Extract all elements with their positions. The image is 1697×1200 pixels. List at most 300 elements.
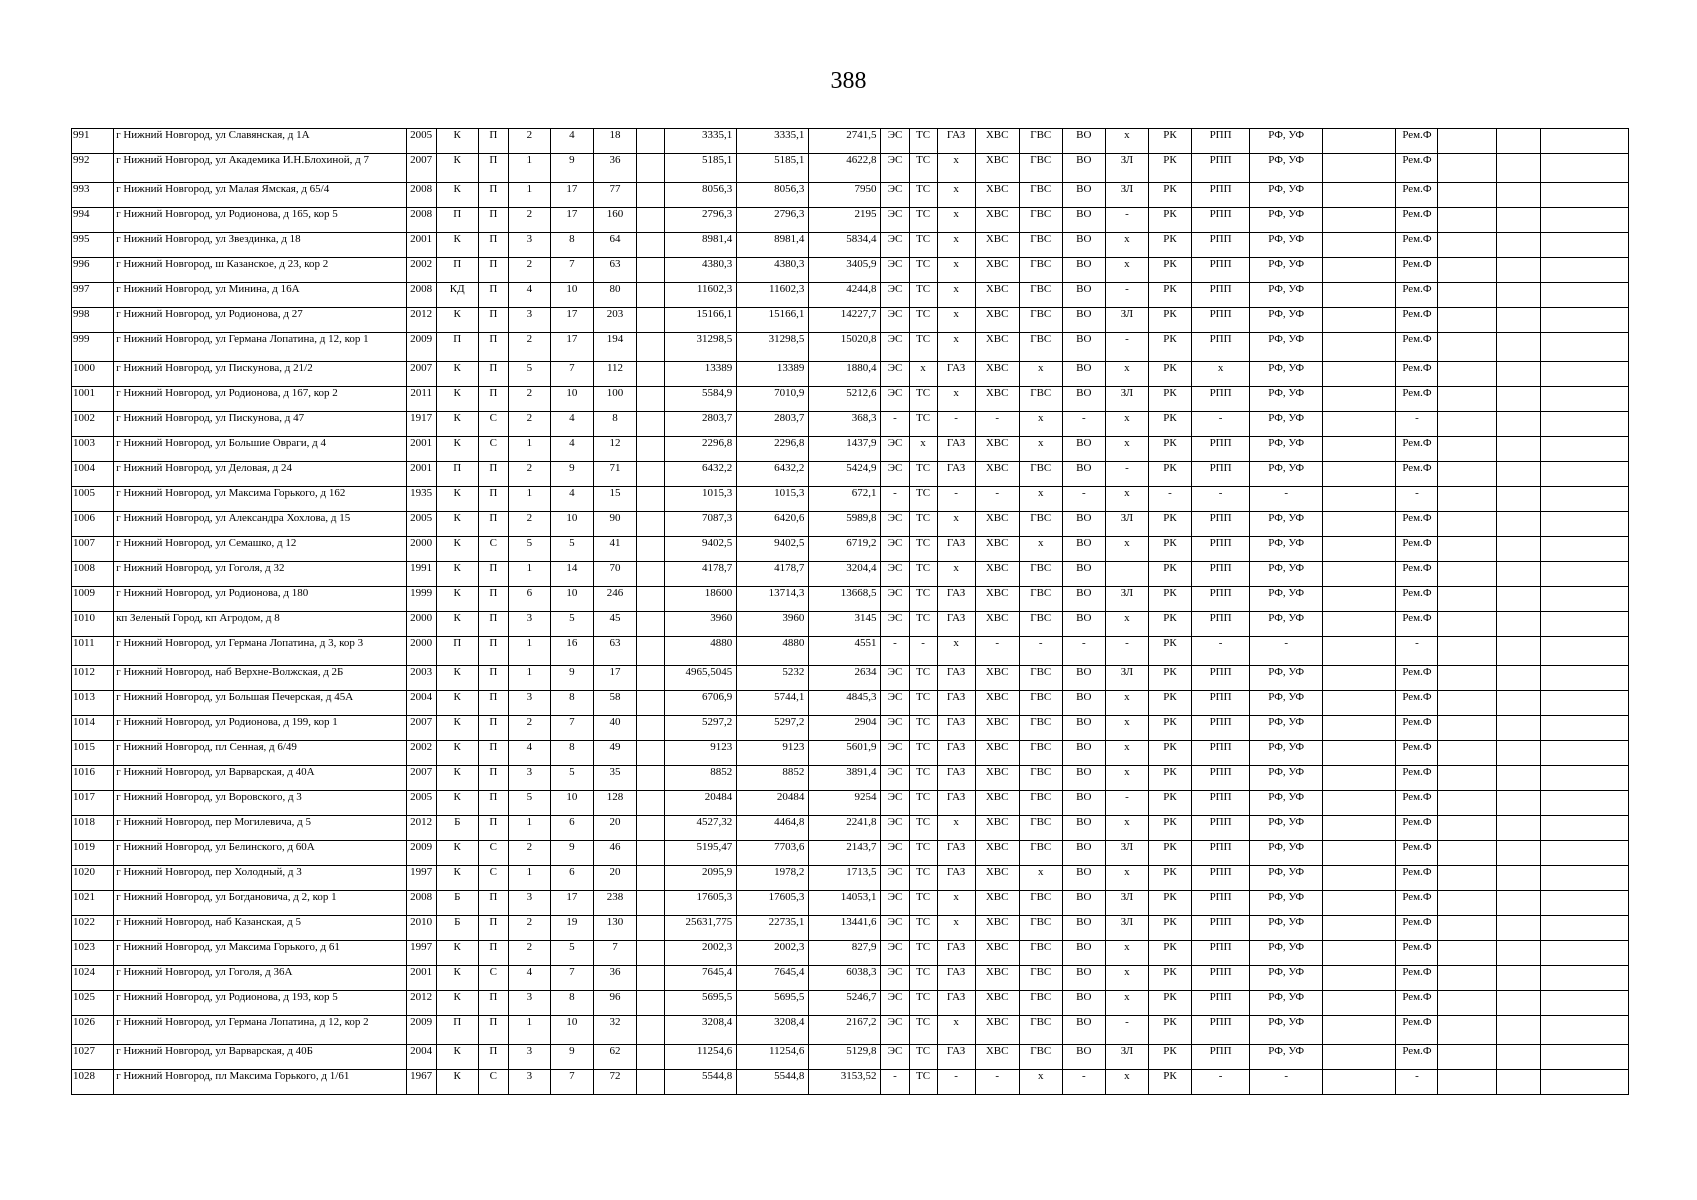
table-cell: 7 (550, 966, 593, 991)
address-cell: г Нижний Новгород, ул Гоголя, д 36А (114, 966, 407, 991)
table-cell: РК (1148, 258, 1191, 283)
table-cell: ЗЛ (1105, 308, 1148, 333)
table-cell: - (1396, 487, 1438, 512)
table-cell: 1437,9 (809, 437, 881, 462)
table-cell (637, 612, 665, 637)
table-cell: РК (1148, 283, 1191, 308)
table-cell: РПП (1192, 258, 1250, 283)
table-cell (1438, 1070, 1496, 1095)
table-cell: ТС (909, 462, 937, 487)
table-cell: РК (1148, 437, 1191, 462)
table-cell: 4 (550, 487, 593, 512)
table-cell: ХВС (975, 233, 1019, 258)
table-cell: ЗЛ (1105, 916, 1148, 941)
table-cell: К (436, 412, 478, 437)
table-row (72, 487, 1629, 512)
table-cell (637, 129, 665, 154)
table-row (72, 154, 1629, 183)
table-cell (1496, 612, 1540, 637)
table-cell (1496, 866, 1540, 891)
table-cell: 2195 (809, 208, 881, 233)
table-cell: ГАЗ (937, 462, 975, 487)
table-cell: 2 (508, 716, 550, 741)
row-number-cell: 997 (72, 283, 114, 308)
table-cell: 9254 (809, 791, 881, 816)
table-cell (637, 816, 665, 841)
table-cell: ЭС (881, 333, 909, 362)
table-cell (637, 462, 665, 487)
table-cell: 2008 (406, 208, 436, 233)
table-cell: - (1192, 412, 1250, 437)
table-cell: РК (1148, 866, 1191, 891)
table-cell: 4244,8 (809, 283, 881, 308)
table-cell: 3 (508, 233, 550, 258)
table-cell: ВО (1062, 537, 1105, 562)
address-cell: г Нижний Новгород, ул Семашко, д 12 (114, 537, 407, 562)
table-cell: 1935 (406, 487, 436, 512)
table-cell (1323, 308, 1396, 333)
table-cell: 15 (593, 487, 636, 512)
table-cell: 1713,5 (809, 866, 881, 891)
table-cell: ГАЗ (937, 537, 975, 562)
table-cell: 4 (508, 283, 550, 308)
table-cell: 9 (550, 1045, 593, 1070)
table-cell: РПП (1192, 791, 1250, 816)
table-cell: 1 (508, 562, 550, 587)
table-cell: 2002,3 (737, 941, 809, 966)
table-cell: РПП (1192, 716, 1250, 741)
table-cell (1496, 512, 1540, 537)
table-cell (637, 1045, 665, 1070)
table-cell: 4 (550, 129, 593, 154)
table-cell: х (937, 333, 975, 362)
table-cell: 2009 (406, 1016, 436, 1045)
table-cell: х (937, 183, 975, 208)
table-cell: РФ, УФ (1250, 766, 1323, 791)
table-row (72, 766, 1629, 791)
table-cell: К (436, 691, 478, 716)
table-cell: х (1105, 991, 1148, 1016)
table-cell: 1 (508, 154, 550, 183)
table-cell: ХВС (975, 741, 1019, 766)
row-number-cell: 1001 (72, 387, 114, 412)
table-cell: ВО (1062, 308, 1105, 333)
table-cell (1496, 333, 1540, 362)
table-cell: РФ, УФ (1250, 1016, 1323, 1045)
table-cell: П (436, 462, 478, 487)
table-cell: х (937, 283, 975, 308)
table-cell (1540, 283, 1628, 308)
table-cell (1323, 233, 1396, 258)
table-cell: П (478, 637, 508, 666)
table-cell (1540, 766, 1628, 791)
table-cell (1540, 966, 1628, 991)
table-cell: 63 (593, 637, 636, 666)
row-number-cell: 1008 (72, 562, 114, 587)
table-cell: Рем.Ф (1396, 587, 1438, 612)
table-cell: Рем.Ф (1396, 916, 1438, 941)
table-cell: ГВС (1019, 966, 1062, 991)
table-cell (1540, 1016, 1628, 1045)
row-number-cell: 1014 (72, 716, 114, 741)
table-cell: Рем.Ф (1396, 791, 1438, 816)
table-cell (1438, 791, 1496, 816)
table-cell: РПП (1192, 691, 1250, 716)
table-cell (1323, 258, 1396, 283)
table-cell: РФ, УФ (1250, 966, 1323, 991)
table-row (72, 741, 1629, 766)
table-cell: ВО (1062, 208, 1105, 233)
table-cell: ГВС (1019, 587, 1062, 612)
table-cell: ГВС (1019, 387, 1062, 412)
address-cell: г Нижний Новгород, ул Гоголя, д 32 (114, 562, 407, 587)
table-cell: - (1105, 637, 1148, 666)
table-cell: 2 (508, 412, 550, 437)
table-cell: Рем.Ф (1396, 891, 1438, 916)
table-cell: ТС (909, 308, 937, 333)
address-cell: г Нижний Новгород, наб Верхне-Волжская, д 2Б (114, 666, 407, 691)
table-cell (1438, 816, 1496, 841)
table-cell: ЗЛ (1105, 666, 1148, 691)
table-cell: 2001 (406, 233, 436, 258)
table-cell: РПП (1192, 841, 1250, 866)
address-cell: г Нижний Новгород, ул Богдановича, д 2, кор 1 (114, 891, 407, 916)
table-cell: 3 (508, 891, 550, 916)
table-cell: РК (1148, 966, 1191, 991)
table-cell (637, 233, 665, 258)
table-cell: 5744,1 (737, 691, 809, 716)
table-cell: ЭС (881, 258, 909, 283)
table-cell: 14227,7 (809, 308, 881, 333)
table-cell (1496, 741, 1540, 766)
table-cell: РПП (1192, 562, 1250, 587)
table-cell (637, 1070, 665, 1095)
table-cell: Рем.Ф (1396, 233, 1438, 258)
table-cell: 2 (508, 916, 550, 941)
table-cell: 3208,4 (737, 1016, 809, 1045)
table-cell (637, 1016, 665, 1045)
table-cell: х (1105, 437, 1148, 462)
table-cell: 2007 (406, 154, 436, 183)
table-cell: 11602,3 (665, 283, 737, 308)
table-cell (1496, 537, 1540, 562)
table-cell (637, 412, 665, 437)
table-cell: 9402,5 (737, 537, 809, 562)
table-cell: П (478, 666, 508, 691)
table-cell: 46 (593, 841, 636, 866)
table-cell (1496, 766, 1540, 791)
table-cell: 3 (508, 308, 550, 333)
table-cell: 10 (550, 791, 593, 816)
table-cell (1540, 716, 1628, 741)
table-cell: 2634 (809, 666, 881, 691)
table-cell (1323, 716, 1396, 741)
table-cell: Рем.Ф (1396, 866, 1438, 891)
table-cell: Рем.Ф (1396, 666, 1438, 691)
table-cell: ГАЗ (937, 766, 975, 791)
table-row (72, 941, 1629, 966)
table-cell: Рем.Ф (1396, 208, 1438, 233)
table-cell: 246 (593, 587, 636, 612)
table-cell: 2 (508, 941, 550, 966)
table-cell: ГВС (1019, 816, 1062, 841)
table-cell: ЗЛ (1105, 841, 1148, 866)
table-cell: РК (1148, 208, 1191, 233)
table-cell: Рем.Ф (1396, 437, 1438, 462)
table-cell: ГВС (1019, 612, 1062, 637)
table-cell (1496, 208, 1540, 233)
table-cell: П (478, 916, 508, 941)
table-cell: 3891,4 (809, 766, 881, 791)
table-cell: П (478, 1045, 508, 1070)
table-cell (1496, 437, 1540, 462)
table-cell: ГАЗ (937, 966, 975, 991)
table-cell: х (937, 562, 975, 587)
table-cell: ХВС (975, 966, 1019, 991)
row-number-cell: 1025 (72, 991, 114, 1016)
table-cell (1438, 1016, 1496, 1045)
table-row (72, 387, 1629, 412)
table-cell: ВО (1062, 258, 1105, 283)
table-cell: 2167,2 (809, 1016, 881, 1045)
table-cell: - (881, 637, 909, 666)
row-number-cell: 1000 (72, 362, 114, 387)
row-number-cell: 991 (72, 129, 114, 154)
table-cell: К (436, 562, 478, 587)
table-row (72, 537, 1629, 562)
table-cell: 4880 (665, 637, 737, 666)
table-cell (1438, 716, 1496, 741)
table-cell: П (478, 512, 508, 537)
table-row (72, 841, 1629, 866)
table-cell (637, 841, 665, 866)
table-cell: РФ, УФ (1250, 387, 1323, 412)
table-cell (1323, 991, 1396, 1016)
table-cell: 5 (550, 612, 593, 637)
table-cell: х (937, 154, 975, 183)
table-cell: 2 (508, 258, 550, 283)
table-cell (1323, 208, 1396, 233)
table-cell: 2008 (406, 183, 436, 208)
table-cell (1323, 183, 1396, 208)
table-cell: 5 (508, 362, 550, 387)
table-cell: К (436, 791, 478, 816)
table-cell: П (478, 891, 508, 916)
table-cell: 58 (593, 691, 636, 716)
table-cell (1496, 1070, 1540, 1095)
table-cell: 1 (508, 816, 550, 841)
table-cell (1438, 129, 1496, 154)
table-cell (1540, 941, 1628, 966)
table-cell (1496, 1016, 1540, 1045)
table-cell: ВО (1062, 991, 1105, 1016)
table-cell: 4380,3 (665, 258, 737, 283)
address-cell: г Нижний Новгород, ул Родионова, д 199, кор 1 (114, 716, 407, 741)
table-cell: 5601,9 (809, 741, 881, 766)
table-cell: П (478, 716, 508, 741)
table-cell: - (1192, 487, 1250, 512)
table-cell: 7 (550, 258, 593, 283)
table-cell: П (478, 462, 508, 487)
table-cell: ГАЗ (937, 941, 975, 966)
table-cell: ХВС (975, 462, 1019, 487)
table-cell: ГАЗ (937, 362, 975, 387)
table-cell: 64 (593, 233, 636, 258)
table-cell: РК (1148, 841, 1191, 866)
table-cell: 1967 (406, 1070, 436, 1095)
table-cell (1438, 487, 1496, 512)
table-cell: К (436, 966, 478, 991)
table-cell: 13714,3 (737, 587, 809, 612)
table-cell: П (436, 333, 478, 362)
table-row (72, 612, 1629, 637)
table-cell: ВО (1062, 666, 1105, 691)
table-cell: П (478, 587, 508, 612)
row-number-cell: 1018 (72, 816, 114, 841)
address-cell: г Нижний Новгород, ул Белинского, д 60А (114, 841, 407, 866)
row-number-cell: 998 (72, 308, 114, 333)
table-cell: К (436, 537, 478, 562)
table-cell (637, 387, 665, 412)
table-cell (637, 891, 665, 916)
table-cell: 2007 (406, 362, 436, 387)
table-cell: Рем.Ф (1396, 991, 1438, 1016)
table-cell: х (937, 637, 975, 666)
table-cell: 2002 (406, 258, 436, 283)
address-cell: кп Зеленый Город, кп Агродом, д 8 (114, 612, 407, 637)
table-cell: 32 (593, 1016, 636, 1045)
table-cell: ТС (909, 129, 937, 154)
table-cell: 18 (593, 129, 636, 154)
table-cell: 17 (550, 208, 593, 233)
table-cell: П (478, 766, 508, 791)
table-cell: 1997 (406, 941, 436, 966)
table-cell: ХВС (975, 916, 1019, 941)
table-cell: 3145 (809, 612, 881, 637)
table-cell (1540, 841, 1628, 866)
table-cell: Рем.Ф (1396, 941, 1438, 966)
table-cell: Рем.Ф (1396, 1045, 1438, 1070)
table-cell: 8056,3 (737, 183, 809, 208)
table-cell: ЗЛ (1105, 512, 1148, 537)
table-cell: - (1250, 1070, 1323, 1095)
table-cell: РК (1148, 233, 1191, 258)
row-number-cell: 1013 (72, 691, 114, 716)
table-cell: ЭС (881, 537, 909, 562)
table-cell: РФ, УФ (1250, 741, 1323, 766)
table-cell (1540, 387, 1628, 412)
table-cell: 10 (550, 283, 593, 308)
table-cell (1540, 587, 1628, 612)
table-cell: РК (1148, 562, 1191, 587)
table-cell: 2 (508, 512, 550, 537)
table-cell: 7703,6 (737, 841, 809, 866)
table-cell: ЭС (881, 941, 909, 966)
table-cell: РФ, УФ (1250, 183, 1323, 208)
table-row (72, 637, 1629, 666)
table-cell: ВО (1062, 941, 1105, 966)
table-cell (1438, 612, 1496, 637)
table-cell: 2002 (406, 741, 436, 766)
table-cell: Рем.Ф (1396, 741, 1438, 766)
table-cell: П (478, 283, 508, 308)
table-cell (1496, 283, 1540, 308)
table-cell: ХВС (975, 891, 1019, 916)
address-cell: г Нижний Новгород, ул Максима Горького, д 162 (114, 487, 407, 512)
table-row (72, 308, 1629, 333)
table-cell (1540, 333, 1628, 362)
table-cell: ВО (1062, 816, 1105, 841)
table-cell (1540, 991, 1628, 1016)
table-cell: РК (1148, 154, 1191, 183)
table-cell: ТС (909, 387, 937, 412)
table-cell (637, 437, 665, 462)
table-cell: П (478, 816, 508, 841)
table-cell (1438, 537, 1496, 562)
table-cell: 2803,7 (737, 412, 809, 437)
table-cell: 8 (593, 412, 636, 437)
address-cell: г Нижний Новгород, ул Максима Горького, д 61 (114, 941, 407, 966)
table-cell: ТС (909, 258, 937, 283)
table-cell: РПП (1192, 283, 1250, 308)
table-cell (1323, 666, 1396, 691)
table-cell: 5695,5 (665, 991, 737, 1016)
address-cell: г Нижний Новгород, пл Сенная, д 6/49 (114, 741, 407, 766)
table-cell: 19 (550, 916, 593, 941)
table-cell: 63 (593, 258, 636, 283)
table-cell: 45 (593, 612, 636, 637)
table-cell: 4 (508, 741, 550, 766)
table-cell: х (1019, 362, 1062, 387)
table-cell: К (436, 129, 478, 154)
table-cell (1105, 562, 1148, 587)
table-cell: ГАЗ (937, 666, 975, 691)
table-cell: 4622,8 (809, 154, 881, 183)
table-cell: 49 (593, 741, 636, 766)
table-cell (1496, 154, 1540, 183)
table-cell (1496, 841, 1540, 866)
table-cell: 35 (593, 766, 636, 791)
table-cell: ГВС (1019, 183, 1062, 208)
table-cell (1540, 1070, 1628, 1095)
table-cell: РПП (1192, 437, 1250, 462)
table-cell: 3405,9 (809, 258, 881, 283)
address-cell: г Нижний Новгород, ул Родионова, д 165, кор 5 (114, 208, 407, 233)
table-cell (1540, 154, 1628, 183)
table-cell: - (1105, 462, 1148, 487)
table-cell: ХВС (975, 387, 1019, 412)
table-row (72, 333, 1629, 362)
table-cell: - (1396, 1070, 1438, 1095)
table-cell: 5544,8 (665, 1070, 737, 1095)
table-cell: 1 (508, 1016, 550, 1045)
table-cell: РК (1148, 129, 1191, 154)
table-cell: х (1105, 362, 1148, 387)
table-cell (637, 691, 665, 716)
table-cell: ХВС (975, 129, 1019, 154)
table-cell (1540, 741, 1628, 766)
table-cell: К (436, 741, 478, 766)
table-cell (1438, 966, 1496, 991)
address-cell: г Нижний Новгород, ул Звездинка, д 18 (114, 233, 407, 258)
table-cell: П (478, 208, 508, 233)
table-cell: П (478, 1016, 508, 1045)
table-cell: 17 (593, 666, 636, 691)
address-cell: г Нижний Новгород, ул Большая Печерская, д 45А (114, 691, 407, 716)
table-cell (1540, 891, 1628, 916)
table-cell (637, 941, 665, 966)
table-cell: РК (1148, 816, 1191, 841)
